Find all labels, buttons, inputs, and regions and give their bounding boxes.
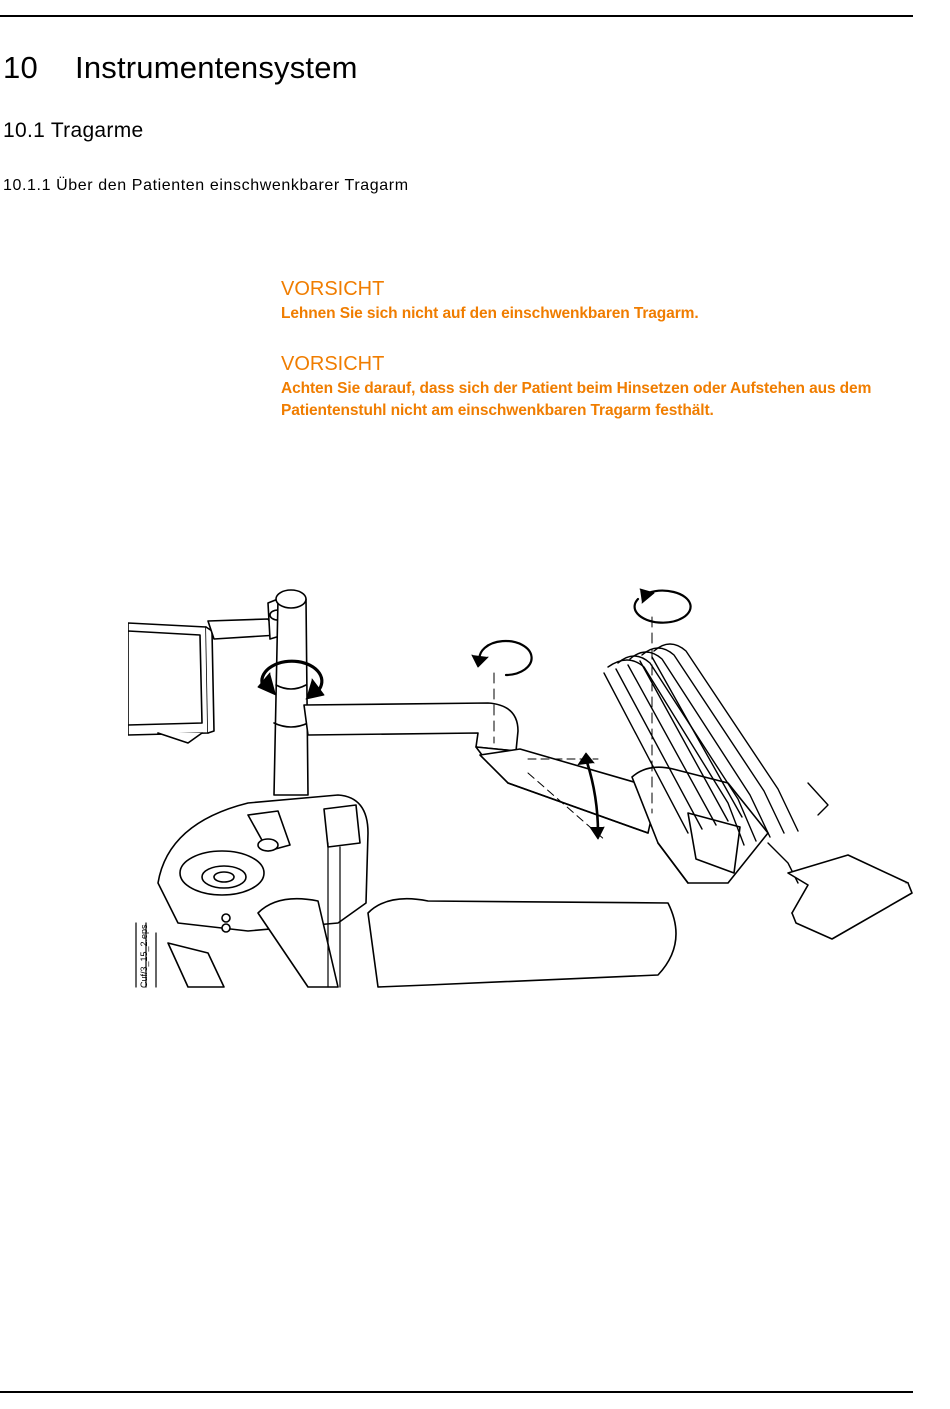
section-heading xyxy=(3,50,358,86)
column xyxy=(274,590,308,795)
caution-block-2 xyxy=(281,352,913,422)
section-number: 10 xyxy=(3,50,38,85)
tilt-arm xyxy=(480,749,658,833)
dental-unit-illustration xyxy=(128,583,913,993)
figure-id: Cuf/3_15_2.eps xyxy=(139,924,149,988)
section-title: Instrumentensystem xyxy=(75,50,358,85)
caution-text: Lehnen Sie sich nicht auf den einschwenkbaren Tragarm. xyxy=(281,305,699,322)
subsection-heading: 10.1 Tragarme xyxy=(3,119,144,142)
subsubsection-heading: 10.1.1 Über den Patienten einschwenkbarer Tragarm xyxy=(3,177,409,194)
caution-block-1 xyxy=(281,277,913,325)
caution-title: VORSICHT xyxy=(281,278,385,300)
monitor xyxy=(128,623,214,743)
caution-text: Achten Sie darauf, dass sich der Patient beim Hinsetzen oder Aufstehen aus dem Patientenstuhl nicht am einschwenkbaren Tragarm festhält. xyxy=(281,380,872,419)
header-rule xyxy=(0,15,913,17)
footer-rule xyxy=(0,1391,913,1393)
caution-title: VORSICHT xyxy=(281,353,385,375)
tray-table xyxy=(788,855,912,939)
